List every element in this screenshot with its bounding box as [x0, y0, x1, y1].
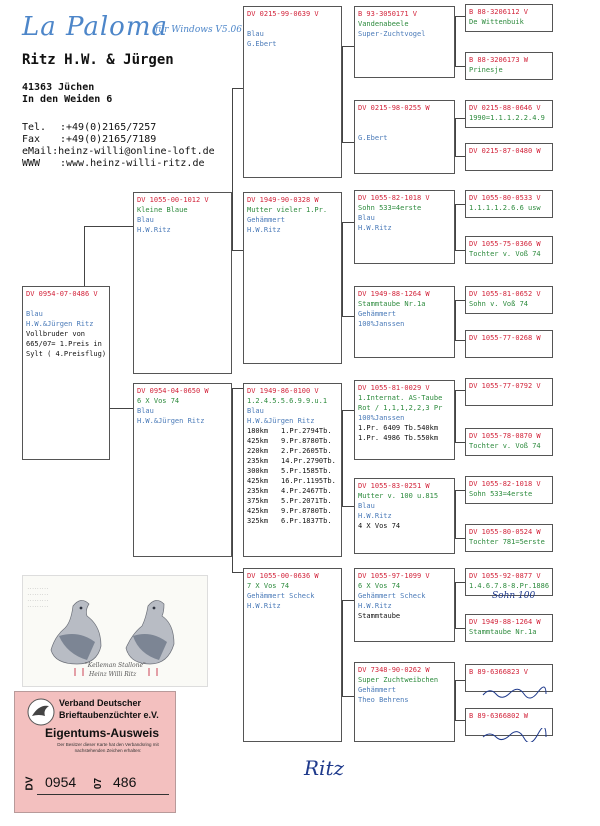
- pedigree-gen5-card: [465, 52, 553, 80]
- result-text: 1.Pr. 4986 Tb.550km: [358, 434, 439, 442]
- ring-number: DV 1949-90-0328 W: [247, 196, 319, 204]
- info-text: Sylt ( 4.Preisflug): [26, 350, 106, 358]
- color-text: Blau: [358, 502, 375, 510]
- race-results: [247, 426, 338, 526]
- note-text: Tochter 781=5erste: [469, 538, 545, 546]
- pedigree-gen5-card: [465, 100, 553, 128]
- race-distance: 235km: [247, 457, 269, 465]
- race-result-row: [247, 496, 338, 506]
- name-text: Stammtaube Nr.1a: [358, 300, 426, 308]
- race-distance: 425km: [247, 507, 269, 515]
- color-text: Blau: [137, 216, 154, 224]
- result-text: 1.Pr. 6409 Tb.540km: [358, 424, 439, 432]
- race-placing: 4.Pr.2467Tb.: [281, 487, 332, 495]
- note-text: 1.1.1.1.2.6.6 usw: [469, 204, 541, 212]
- note-text: Sohn v. Voß 74: [469, 300, 529, 308]
- pedigree-gen4-card: [354, 190, 455, 264]
- name-text: Sohn 533=4erste: [358, 204, 422, 212]
- note-text: Tochter v. Voß 74: [469, 250, 541, 258]
- ring-number: B 89-6366802 W: [469, 712, 529, 720]
- signature-scribble: [480, 727, 550, 746]
- ring-number: B 93-3050171 V: [358, 10, 418, 18]
- ring-number: DV 1055-00-1012 V: [137, 196, 209, 204]
- app-subtitle: für Windows V5.06: [155, 25, 242, 35]
- pedigree-gen5-card: [465, 4, 553, 32]
- ring-number: B 89-6366823 V: [469, 668, 529, 676]
- color-text: Blau: [358, 214, 375, 222]
- breeder-text: 100%Janssen: [358, 414, 405, 422]
- note-text: [469, 391, 549, 401]
- pedigree-gen5-card: [465, 236, 553, 264]
- pedigree-gen5-card: [465, 143, 553, 171]
- pedigree-gen4-card: [354, 662, 455, 742]
- breeder-text: G.Ebert: [358, 134, 388, 142]
- race-result-row: [247, 456, 338, 466]
- app-title: La Paloma: [22, 12, 168, 42]
- svg-text:·········: ·········: [27, 604, 49, 609]
- pedigree-mm-card: [243, 568, 342, 742]
- race-placing: 2.Pr.2605Tb.: [281, 447, 332, 455]
- ring-number: DV 1055-97-1099 V: [358, 572, 430, 580]
- name-text: Mutter v. 100 u.815: [358, 492, 439, 500]
- pedigree-gen4-card: [354, 380, 455, 460]
- info-text: [358, 123, 451, 133]
- info-text: Stammtaube: [358, 612, 401, 620]
- race-placing: 14.Pr.2790Tb.: [281, 457, 336, 465]
- signature-scribble: [480, 684, 550, 703]
- ring-number: DV 1055-81-0029 V: [358, 384, 430, 392]
- pedigree-subject-card: [22, 286, 110, 460]
- result-text: 4 X Vos 74: [358, 522, 401, 530]
- pigeon-emblem-icon: [27, 698, 55, 726]
- pedigree-gen5-card: [465, 614, 553, 642]
- info-text: [358, 113, 451, 123]
- breeder-text: H.W.Ritz: [358, 602, 392, 610]
- pedigree-ff-card: [243, 6, 342, 178]
- color-text: Blau: [26, 310, 43, 318]
- ownership-card: [14, 691, 176, 813]
- name-text: 7 X Vos 74: [247, 582, 290, 590]
- color-text: Blau: [247, 407, 264, 415]
- pedigree-fm-card: [243, 192, 342, 364]
- name-text: 1.Internat. AS-Taube: [358, 394, 443, 402]
- pedigree-gen5-card: [465, 524, 553, 552]
- ring-number-part1: 0954: [45, 774, 77, 790]
- contact-fax: Fax :+49(0)2165/7189: [22, 134, 157, 145]
- breeder-text: Theo Behrens: [358, 696, 409, 704]
- race-distance: 180km: [247, 427, 269, 435]
- info-text: Super-Zuchtvogel: [358, 30, 426, 38]
- ring-year: 07: [93, 777, 105, 790]
- name-text: Super Zuchtweibchen: [358, 676, 439, 684]
- pedigree-gen5-card: [465, 330, 553, 358]
- color-text: Gehämmert Scheck: [358, 592, 426, 600]
- race-distance: 425km: [247, 437, 269, 445]
- contact-email: eMail:heinz-willi@online-loft.de: [22, 146, 215, 157]
- ring-number: DV 7348-90-0262 W: [358, 666, 430, 674]
- race-result-row: [247, 516, 338, 526]
- ring-number: B 88-3206112 V: [469, 8, 529, 16]
- note-text: 1990=1.1.1.2.2.4.9: [469, 114, 545, 122]
- pedigree-gen4-card: [354, 6, 455, 78]
- ring-number: DV 1055-77-0792 V: [469, 382, 541, 390]
- ring-number: DV 1055-80-0533 V: [469, 194, 541, 202]
- info-text: 665/07= 1.Preis in: [26, 340, 102, 348]
- ring-number: DV 1055-81-0652 V: [469, 290, 541, 298]
- breeder-text: H.W.&Jürgen Ritz: [26, 320, 94, 328]
- pedigree-father-card: [133, 192, 232, 374]
- race-result-row: [247, 466, 338, 476]
- contact-web: WWW :www.heinz-willi-ritz.de: [22, 158, 205, 169]
- breeder-text: H.W.Ritz: [358, 224, 392, 232]
- pedigree-gen4-card: [354, 100, 455, 174]
- name-text: Mutter vieler 1.Pr.: [247, 206, 328, 214]
- breeder-text: H.W.Ritz: [137, 226, 171, 234]
- info-text: Rot / 1,1,1,2,2,3 Pr: [358, 404, 443, 412]
- ring-number: DV 1949-88-1264 W: [469, 618, 541, 626]
- ring-number: DV 1949-88-1264 W: [358, 290, 430, 298]
- race-placing: 9.Pr.8780Tb.: [281, 507, 332, 515]
- race-result-row: [247, 486, 338, 496]
- race-distance: 235km: [247, 487, 269, 495]
- pedigree-gen4-card: [354, 478, 455, 554]
- card-rule: [37, 794, 169, 795]
- name-text: Vandenabeele: [358, 20, 409, 28]
- ring-number: DV 1055-92-0877 V: [469, 572, 541, 580]
- contact-block: [22, 122, 215, 170]
- name-text: 6 X Vos 74: [137, 397, 180, 405]
- pedigree-gen5-card: [465, 286, 553, 314]
- ring-number: DV 0954-07-0486 V: [26, 290, 98, 298]
- race-distance: 220km: [247, 447, 269, 455]
- svg-text:·········: ·········: [27, 586, 49, 591]
- pedigree-gen4-card: [354, 568, 455, 642]
- ring-number-part2: 486: [113, 774, 137, 790]
- note-text: Prinesje: [469, 66, 503, 74]
- org-name-line1: Verband Deutscher: [59, 698, 142, 708]
- race-placing: 5.Pr.1585Tb.: [281, 467, 332, 475]
- color-text: Gehämmert: [358, 310, 396, 318]
- note-text: Sohn 533=4erste: [469, 490, 533, 498]
- pigeon-pair-image: [23, 576, 207, 686]
- address-line1: 41363 Jüchen: [22, 82, 95, 93]
- pedigree-mf-card: [243, 383, 342, 557]
- pedigree-gen5-card: [465, 428, 553, 456]
- card-country: DV: [24, 776, 36, 791]
- note-text: [469, 343, 549, 353]
- svg-text:·········: ·········: [27, 592, 49, 597]
- card-note: Der Besitzer dieser Karte hat den Verbandsring mit nachstehenden Zeichen erhalten:: [57, 742, 159, 753]
- pedigree-gen5-card: [465, 476, 553, 504]
- note-text: Stammtaube Nr.1a: [469, 628, 537, 636]
- pedigree-gen4-card: [354, 286, 455, 358]
- ring-number: B 88-3206173 W: [469, 56, 529, 64]
- pedigree-gen5-card: [465, 378, 553, 406]
- owner-name: Ritz H.W. & Jürgen: [22, 52, 174, 68]
- breeder-text: H.W.Ritz: [247, 602, 281, 610]
- ring-number: DV 1055-83-0251 W: [358, 482, 430, 490]
- ring-number: DV 1055-00-0636 W: [247, 572, 319, 580]
- race-result-row: [247, 436, 338, 446]
- race-result-row: [247, 426, 338, 436]
- breeder-text: H.W.&Jürgen Ritz: [247, 417, 315, 425]
- pedigree-mother-card: [133, 383, 232, 557]
- ring-number: DV 0954-04-0650 W: [137, 387, 209, 395]
- note-text: De Wittenbuik: [469, 18, 524, 26]
- breeder-text: H.W.&Jürgen Ritz: [137, 417, 205, 425]
- race-distance: 325km: [247, 517, 269, 525]
- race-result-row: [247, 506, 338, 516]
- race-distance: 425km: [247, 477, 269, 485]
- race-placing: 5.Pr.2071Tb.: [281, 497, 332, 505]
- contact-tel: Tel. :+49(0)2165/7257: [22, 122, 157, 133]
- svg-text:·········: ·········: [27, 598, 49, 603]
- color-text: Gehämmert: [247, 216, 285, 224]
- breeder-text: H.W.Ritz: [247, 226, 281, 234]
- ring-number: DV 0215-98-0255 W: [358, 104, 430, 112]
- address-line2: In den Weiden 6: [22, 94, 113, 105]
- pigeon-photo: [22, 575, 208, 687]
- ring-number: DV 1949-86-0100 V: [247, 387, 319, 395]
- race-placing: 16.Pr.1195Tb.: [281, 477, 336, 485]
- card-title: Eigentums-Ausweis: [45, 726, 160, 740]
- photo-caption-sub: Heinz Willi Ritz: [89, 671, 137, 678]
- race-placing: 9.Pr.8780Tb.: [281, 437, 332, 445]
- race-distance: 375km: [247, 497, 269, 505]
- color-text: Gehämmert: [358, 686, 396, 694]
- info-text: Vollbruder von: [26, 330, 86, 338]
- ring-number: DV 0215-88-0646 V: [469, 104, 541, 112]
- race-placing: 6.Pr.1837Tb.: [281, 517, 332, 525]
- name-text: Kleine Blaue: [137, 206, 188, 214]
- note-text: 1.4.6.7.8-8.Pr.1886: [469, 582, 549, 590]
- signature: Ritz: [304, 756, 345, 780]
- ring-number: DV 1055-80-0524 W: [469, 528, 541, 536]
- ring-number: DV 0215-99-0639 V: [247, 10, 319, 18]
- pedigree-gen5-card: [465, 190, 553, 218]
- breeder-text: H.W.Ritz: [358, 512, 392, 520]
- color-text: Blau: [137, 407, 154, 415]
- color-text: Gehämmert Scheck: [247, 592, 315, 600]
- race-result-row: [247, 476, 338, 486]
- ring-number: DV 1055-75-0366 W: [469, 240, 541, 248]
- name-text: 1.2.4.5.5.6.9.9.u.1: [247, 397, 328, 405]
- ring-number: DV 0215-87-0480 W: [469, 147, 541, 155]
- handwritten-note: Sohn 100: [492, 591, 536, 601]
- breeder-text: 100%Janssen: [358, 320, 405, 328]
- org-name-line2: Brieftaubenzüchter e.V.: [59, 710, 159, 720]
- name-text: 6 X Vos 74: [358, 582, 401, 590]
- note-text: [469, 156, 549, 166]
- breeder-text: G.Ebert: [247, 40, 277, 48]
- photo-caption: "Kelleman Stallone": [85, 662, 146, 669]
- color-text: Blau: [247, 30, 264, 38]
- race-distance: 300km: [247, 467, 269, 475]
- ring-number: DV 1055-77-0268 W: [469, 334, 541, 342]
- race-placing: 1.Pr.2794Tb.: [281, 427, 332, 435]
- note-text: Tochter v. Voß 74: [469, 442, 541, 450]
- race-result-row: [247, 446, 338, 456]
- ring-number: DV 1055-82-1018 V: [469, 480, 541, 488]
- ring-number: DV 1055-82-1018 V: [358, 194, 430, 202]
- ring-number: DV 1055-78-0870 W: [469, 432, 541, 440]
